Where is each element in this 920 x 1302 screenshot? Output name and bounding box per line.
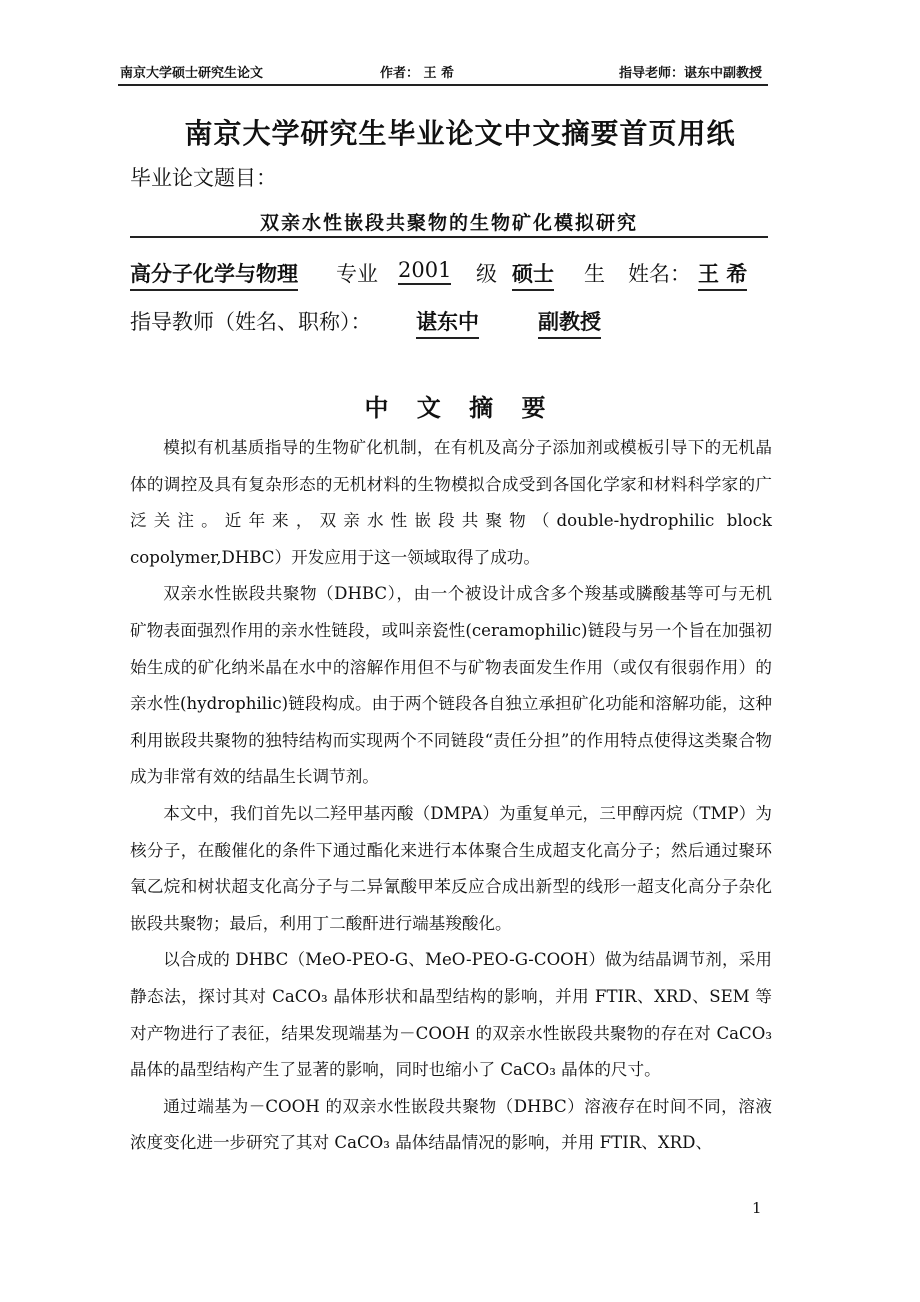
form-title: 南京大学研究生毕业论文中文摘要首页用纸 xyxy=(184,117,736,150)
header-author: 作者： 王 希 xyxy=(380,66,455,81)
page-number: 1 xyxy=(752,1199,762,1217)
thesis-title-line xyxy=(130,206,768,238)
header-university: 南京大学硕士研究生论文 xyxy=(120,66,264,81)
header-advisor: 指导老师：谌东中副教授 xyxy=(618,66,762,81)
advisor-label: 指导教师（姓名、职称）： xyxy=(130,310,372,334)
name-label: 姓名： xyxy=(628,262,691,286)
abstract-paragraph: 以合成的 DHBC（MeO-PEO-G、MeO-PEO-G-COOH）做为结晶调节剂，采用静态法，探讨其对 CaCO₃ 晶体形状和晶型结构的影响，并用 FTIR、XRD、SEM 等对产物进行了表征，结果发现端基为－COOH 的双亲水性嵌段共聚物的存在对 CaCO₃ 晶体的晶型结构产生了显著的影响，同时也缩小了 CaCO₃ 晶体的尺寸。 xyxy=(130,950,772,1080)
name-value: 王 希 xyxy=(698,258,747,291)
advisor-title: 副教授 xyxy=(538,306,601,339)
year-label: 级 xyxy=(476,262,497,286)
advisor-row xyxy=(130,306,770,340)
thesis-title-label: 毕业论文题目： xyxy=(130,166,277,190)
abstract-paragraph: 模拟有机基质指导的生物矿化机制，在有机及高分子添加剂或模板引导下的无机晶体的调控及具有复杂形态的无机材料的生物模拟合成受到各国化学家和材料科学家的广泛关注。近年来，双亲水性嵌段共聚物（double-hydrophilic block copolymer,DHBC）开发应用于这一领域取得了成功。 xyxy=(130,438,772,567)
year-value: 2001 xyxy=(398,258,451,285)
major-label: 专业 xyxy=(336,262,378,286)
thesis-title: 双亲水性嵌段共聚物的生物矿化模拟研究 xyxy=(259,212,638,234)
degree-value: 硕士 xyxy=(512,258,554,291)
abstract-paragraph: 双亲水性嵌段共聚物（DHBC），由一个被设计成含多个羧基或膦酸基等可与无机矿物表面强烈作用的亲水性链段，或叫亲瓷性(ceramophilic)链段与另一个旨在加强初始生成的矿化纳米晶在水中的溶解作用但不与矿物表面发生作用（或仅有很弱作用）的亲水性(hydrophilic)链段构成。由于两个链段各自独立承担矿化功能和溶解功能，这种利用嵌段共聚物的独特结构而实现两个不同链段“责任分担”的作用特点使得这类聚合物成为非常有效的结晶生长调节剂。 xyxy=(130,584,772,787)
abstract-paragraph: 本文中，我们首先以二羟甲基丙酸（DMPA）为重复单元，三甲醇丙烷（TMP）为核分子，在酸催化的条件下通过酯化来进行本体聚合生成超支化高分子；然后通过聚环氧乙烷和树状超支化高分子与二异氰酸甲苯反应合成出新型的线形一超支化高分子杂化嵌段共聚物；最后，利用丁二酸酐进行端基羧酸化。 xyxy=(130,803,772,933)
student-info-row xyxy=(130,258,770,292)
degree-label: 生 xyxy=(584,262,605,286)
running-header xyxy=(118,58,768,86)
abstract-paragraph: 通过端基为－COOH 的双亲水性嵌段共聚物（DHBC）溶液存在时间不同，溶液浓度变化进一步研究了其对 CaCO₃ 晶体结晶情况的影响，并用 FTIR、XRD、 xyxy=(130,1096,772,1153)
abstract-body xyxy=(130,430,772,1162)
major-value: 高分子化学与物理 xyxy=(130,258,298,291)
abstract-heading: 中 文 摘 要 xyxy=(364,393,556,422)
advisor-name: 谌东中 xyxy=(416,306,479,339)
